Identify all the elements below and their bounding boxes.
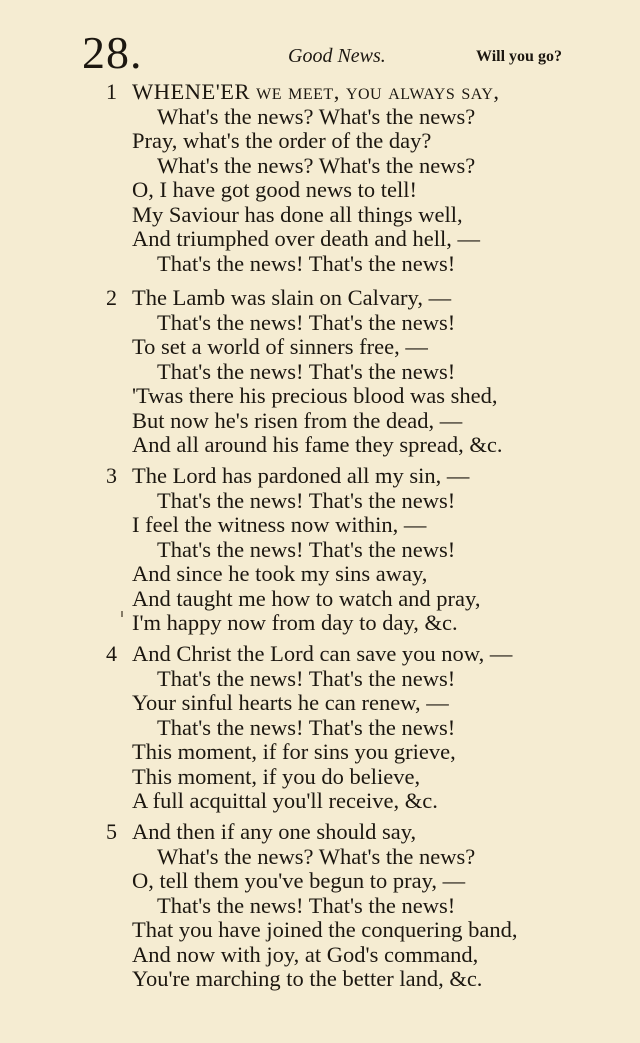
stanza-number: 3 (106, 463, 117, 488)
verse-line: O, I have got good news to tell! (132, 177, 417, 202)
page-header (0, 27, 640, 80)
verse-line: I'm happy now from day to day, &c. (132, 610, 458, 635)
verse-line: The Lamb was slain on Calvary, — (132, 285, 452, 310)
verse-line: WHENE'ER we meet, you always say, (132, 79, 500, 104)
verse-line: Your sinful hearts he can renew, — (132, 690, 449, 715)
verse-line: And Christ the Lord can save you now, — (132, 641, 513, 666)
verse-line: That's the news! That's the news! (157, 536, 456, 562)
verse-line: And taught me how to watch and pray, (132, 585, 481, 611)
stanza-5 (0, 820, 640, 992)
verse-line: What's the news? What's the news? (157, 103, 476, 129)
stanza-4 (0, 642, 640, 814)
stanza-number: 1 (106, 79, 117, 104)
verse-line: That's the news! That's the news! (157, 487, 456, 513)
stanza-number: 5 (106, 819, 117, 844)
ink-speck (121, 611, 123, 617)
verse-line: I feel the witness now within, — (132, 512, 427, 537)
verse-line: My Saviour has done all things well, (132, 201, 463, 227)
verse-line: That's the news! That's the news! (157, 309, 456, 335)
verse-line: That's the news! That's the news! (157, 892, 456, 918)
verse-line: And all around his fame they spread, &c. (132, 432, 503, 457)
verse-line: And since he took my sins away, (132, 561, 428, 586)
verse-line: That's the news! That's the news! (157, 250, 456, 276)
verse-line: That's the news! That's the news! (157, 358, 456, 384)
verse-line: But now he's risen from the dead, — (132, 407, 463, 433)
verse-line: The Lord has pardoned all my sin, — (132, 463, 470, 488)
verse-line: That you have joined the conquering band, (132, 917, 518, 942)
stanza-2 (0, 286, 640, 458)
verse-line: And then if any one should say, (132, 819, 417, 844)
verse-line: What's the news? What's the news? (157, 152, 476, 178)
verse-line: What's the news? What's the news? (157, 843, 476, 869)
verse-line: This moment, if you do believe, (132, 763, 421, 789)
tune-name: Will you go? (476, 48, 562, 65)
hymn-number: 28. (82, 27, 143, 78)
verse-line: A full acquittal you'll receive, &c. (132, 788, 438, 813)
verse-line: That's the news! That's the news! (157, 665, 456, 691)
verse-line: 'Twas there his precious blood was shed, (132, 383, 498, 408)
verse-line: To set a world of sinners free, — (132, 334, 428, 359)
stanza-number: 2 (106, 285, 117, 310)
verse-line: You're marching to the better land, &c. (132, 966, 483, 991)
hymn-title: Good News. (288, 45, 386, 67)
verse-line: O, tell them you've begun to pray, — (132, 868, 466, 893)
verse-line: And now with joy, at God's command, (132, 941, 479, 967)
verse-line: That's the news! That's the news! (157, 714, 456, 740)
stanza-number: 4 (106, 641, 117, 666)
verse-line: And triumphed over death and hell, — (132, 226, 481, 251)
verse-line: This moment, if for sins you grieve, (132, 739, 456, 764)
stanza-1 (0, 80, 640, 276)
verse-line: Pray, what's the order of the day? (132, 128, 432, 153)
stanza-3 (0, 464, 640, 636)
